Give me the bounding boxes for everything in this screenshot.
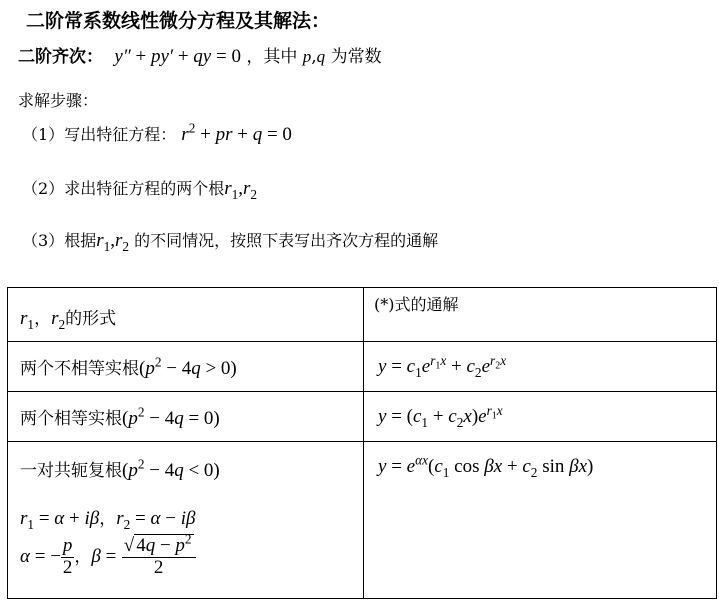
case-condition: $(p^2 - 4q = 0)$ xyxy=(122,404,220,429)
step-1-formula: $r^2$ + pr + q = 0 xyxy=(181,120,292,145)
homogeneous-line xyxy=(18,42,382,68)
step-3 xyxy=(22,228,438,252)
step-3-text-after: 的不同情况，按照下表写出齐次方程的通解 xyxy=(134,231,439,250)
table-row xyxy=(8,392,717,442)
solution-formula: $y = e^{\alpha x}(c_1$ $\cos \beta x + c_2$ sin βx) xyxy=(378,452,594,480)
case-label: 两个相等实根 xyxy=(20,409,122,429)
case-label: 一对共轭复根 xyxy=(20,461,122,481)
steps-label: 求解步骤： xyxy=(18,91,99,110)
step-3-number: （3） xyxy=(22,231,65,250)
header-right-cell xyxy=(364,288,717,342)
root-parameters: α = − $\frac{p}{2}$ ，β = $\frac{√ 4q - p^2}{2}$ xyxy=(20,536,363,579)
step-3-text-before: 根据 xyxy=(64,231,97,250)
case-cell xyxy=(8,442,364,599)
case-condition: $(p^2 - 4q > 0)$ xyxy=(139,354,237,379)
step-2-number: （2） xyxy=(22,179,65,198)
header-left-cell xyxy=(8,288,364,342)
solution-cell xyxy=(364,392,717,442)
page-title: 二阶常系数线性微分方程及其解法： xyxy=(26,10,331,32)
step-1-number: （1） xyxy=(22,125,65,144)
solution-cell xyxy=(364,342,717,392)
complex-roots: $r_1 = \alpha + i\beta$，$r_2 = \alpha - i\beta$ xyxy=(20,508,196,532)
header-right: (*)式的通解 xyxy=(374,295,459,314)
solution-formula: $y = c_1e^{r_1x} + c_2e^{r_2x}$ xyxy=(378,352,507,380)
step-3-formula: $r_1,r_2$ xyxy=(96,230,130,254)
case-label: 两个不相等实根 xyxy=(20,359,139,379)
solution-table xyxy=(7,287,717,599)
homogeneous-label: 二阶齐次： xyxy=(18,47,103,67)
step-2-text: 求出特征方程的两个根 xyxy=(64,179,225,198)
homogeneous-note: ，其中 p,q 为常数 xyxy=(246,47,382,67)
table-header-row xyxy=(8,288,717,342)
table-row xyxy=(8,342,717,392)
solution-cell xyxy=(364,442,717,599)
case-cell xyxy=(8,342,364,392)
case-cell xyxy=(8,392,364,442)
table-row xyxy=(8,442,717,599)
step-1-text: 写出特征方程： xyxy=(64,125,177,144)
solution-formula: $y = (c_1 + c_2x)e^{r_1x}$ xyxy=(378,402,503,430)
step-2-formula: $r_1,r_2$ xyxy=(224,178,258,202)
step-1 xyxy=(22,122,292,146)
header-left: $r_1$，$r_2$的形式 xyxy=(20,308,117,332)
step-2 xyxy=(22,176,257,200)
case-condition: $(p^2 - 4q < 0)$ xyxy=(122,456,220,481)
homogeneous-equation: y″ + py′ + qy = 0 xyxy=(114,46,241,67)
